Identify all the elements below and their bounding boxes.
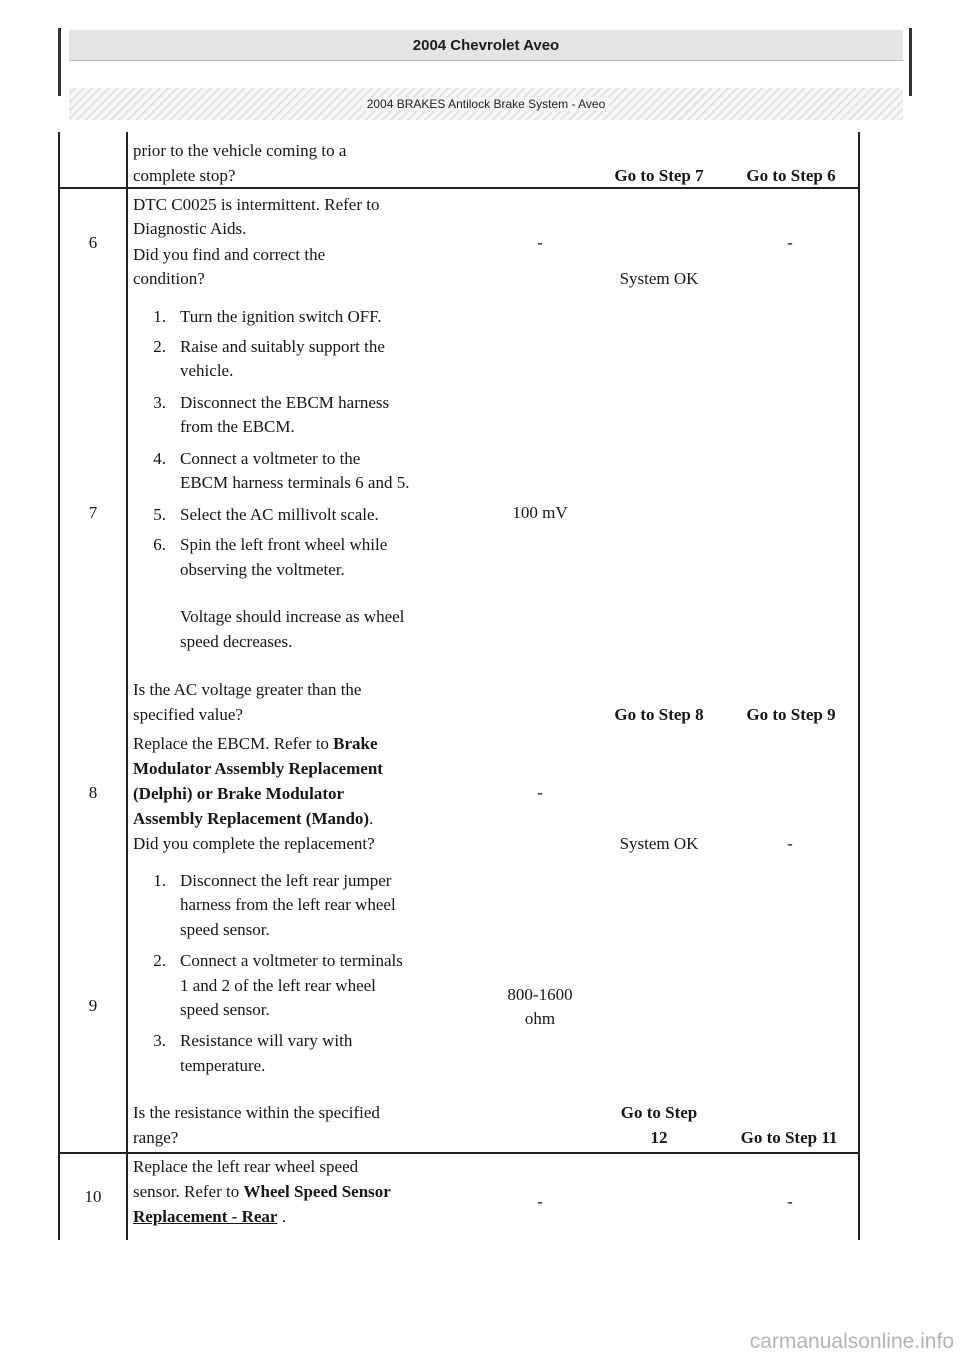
- list-item: harness from the left rear wheel: [180, 895, 396, 914]
- table-border-right: [858, 132, 860, 1240]
- step-number: 6: [88, 233, 98, 252]
- list-item: Connect a voltmeter to the: [180, 449, 361, 468]
- yes-result: System OK: [619, 834, 699, 853]
- note-text: speed decreases.: [180, 632, 293, 651]
- list-number: 6.: [153, 535, 166, 554]
- action-text: complete stop?: [133, 166, 236, 185]
- table-border-left: [58, 132, 60, 1240]
- yes-link-step-12[interactable]: Go to Step: [620, 1103, 698, 1122]
- action-text: [133, 806, 373, 832]
- table-divider-step: [126, 132, 128, 1240]
- action-text-span: Replace the EBCM. Refer to: [133, 734, 329, 753]
- question-text: Did you complete the replacement?: [133, 834, 375, 853]
- list-item: Disconnect the left rear jumper: [180, 871, 392, 890]
- action-text: [133, 781, 344, 807]
- yes-link-step-12[interactable]: 12: [650, 1128, 668, 1147]
- list-item: Turn the ignition switch OFF.: [180, 307, 382, 326]
- list-item: speed sensor.: [180, 920, 270, 939]
- value-cell: ohm: [524, 1009, 556, 1028]
- no-result: -: [787, 233, 793, 252]
- conjunction-or: or: [196, 784, 213, 803]
- value-cell: -: [537, 783, 543, 802]
- list-number: 1.: [153, 871, 166, 890]
- no-link-step-6[interactable]: Go to Step 6: [746, 166, 836, 185]
- section-subtitle-text: 2004 BRAKES Antilock Brake System - Aveo: [363, 97, 610, 111]
- link-brake-modulator-mando[interactable]: Assembly Replacement (Mando): [133, 809, 370, 828]
- period: .: [281, 1207, 286, 1226]
- no-link-step-11[interactable]: Go to Step 11: [740, 1128, 838, 1147]
- manual-title: 2004 Chevrolet Aveo: [69, 30, 903, 61]
- link-brake-modulator-delphi[interactable]: Brake: [333, 734, 378, 753]
- list-item: Raise and suitably support the: [180, 337, 385, 356]
- no-result: -: [787, 1192, 793, 1211]
- no-result: -: [787, 834, 793, 853]
- action-text: Replace the left rear wheel speed: [133, 1157, 359, 1176]
- step-number: 10: [84, 1187, 102, 1206]
- list-number: 2.: [153, 951, 166, 970]
- list-number: 3.: [153, 1031, 166, 1050]
- link-wheel-speed-sensor-rear[interactable]: Wheel Speed Sensor: [243, 1182, 391, 1201]
- action-text: DTC C0025 is intermittent. Refer to: [133, 195, 380, 214]
- watermark-text: carmanualsonline.info: [749, 1330, 954, 1353]
- list-item: vehicle.: [180, 361, 234, 380]
- list-number: 3.: [153, 393, 166, 412]
- no-link-step-9[interactable]: Go to Step 9: [746, 705, 836, 724]
- step-number: 9: [88, 996, 98, 1015]
- yes-link-step-7[interactable]: Go to Step 7: [614, 166, 704, 185]
- list-number: 2.: [153, 337, 166, 356]
- link-brake-modulator-mando[interactable]: Brake Modulator: [217, 784, 345, 803]
- action-text: condition?: [133, 269, 205, 288]
- period: .: [369, 809, 374, 828]
- action-text: Did you find and correct the: [133, 245, 326, 264]
- list-number: 4.: [153, 449, 166, 468]
- list-item: Select the AC millivolt scale.: [180, 505, 379, 524]
- action-text: [133, 731, 378, 757]
- link-brake-modulator-delphi[interactable]: (Delphi): [133, 784, 193, 803]
- list-item: Spin the left front wheel while: [180, 535, 388, 554]
- list-item: 1 and 2 of the left rear wheel: [180, 976, 376, 995]
- question-text: Is the AC voltage greater than the: [133, 680, 362, 699]
- question-text: specified value?: [133, 705, 243, 724]
- action-text: [133, 1204, 286, 1230]
- list-item: EBCM harness terminals 6 and 5.: [180, 473, 410, 492]
- note-text: Voltage should increase as wheel: [180, 607, 405, 626]
- list-item: Connect a voltmeter to terminals: [180, 951, 403, 970]
- action-text: Diagnostic Aids.: [133, 219, 247, 238]
- link-brake-modulator-delphi[interactable]: Modulator Assembly Replacement: [133, 759, 383, 778]
- list-item: speed sensor.: [180, 1000, 270, 1019]
- list-item: Disconnect the EBCM harness: [180, 393, 390, 412]
- action-text: prior to the vehicle coming to a: [133, 141, 347, 160]
- list-number: 5.: [153, 505, 166, 524]
- list-item: from the EBCM.: [180, 417, 295, 436]
- question-text: range?: [133, 1128, 179, 1147]
- action-text-span: sensor. Refer to: [133, 1182, 240, 1201]
- list-number: 1.: [153, 307, 166, 326]
- step-number: 7: [88, 503, 98, 522]
- list-item: temperature.: [180, 1056, 266, 1075]
- question-text: Is the resistance within the specified: [133, 1103, 380, 1122]
- value-cell: 100 mV: [512, 503, 568, 522]
- step-number: 8: [88, 783, 98, 802]
- list-item: Resistance will vary with: [180, 1031, 353, 1050]
- action-text: [133, 1179, 391, 1205]
- yes-result: System OK: [619, 269, 699, 288]
- list-item: observing the voltmeter.: [180, 560, 345, 579]
- yes-link-step-8[interactable]: Go to Step 8: [614, 705, 704, 724]
- link-wheel-speed-sensor-rear[interactable]: Replacement - Rear: [133, 1207, 278, 1226]
- value-cell: 800-1600: [507, 985, 573, 1004]
- value-cell: -: [537, 1192, 543, 1211]
- value-cell: -: [537, 233, 543, 252]
